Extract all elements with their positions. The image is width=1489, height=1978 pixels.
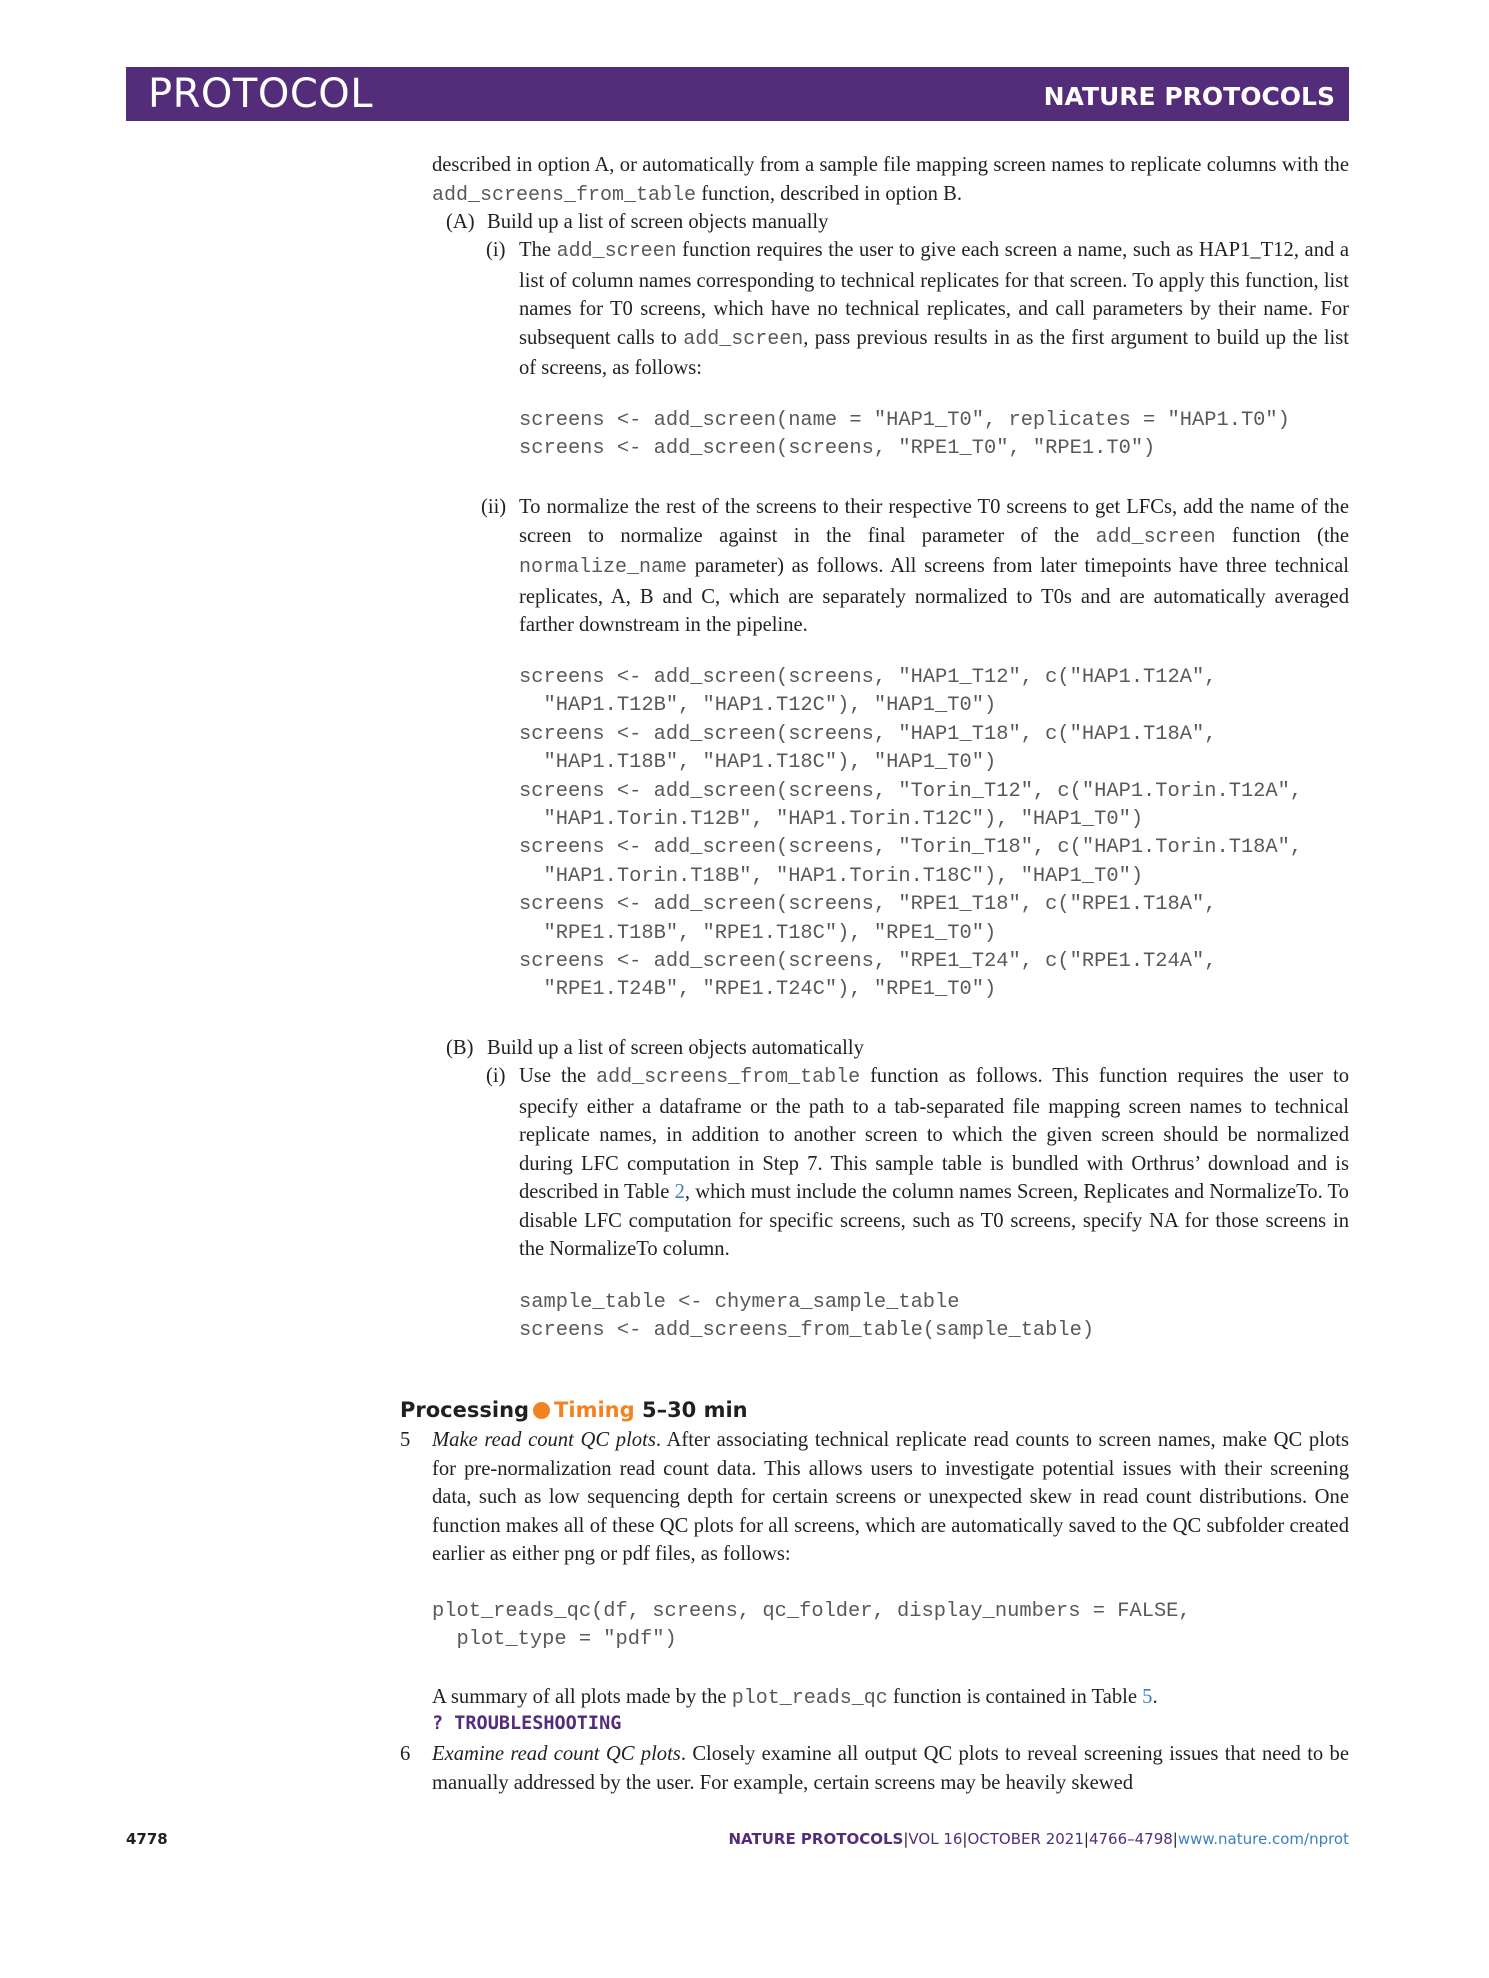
- option-a-label: (A): [446, 211, 475, 233]
- inline-code: add_screen: [556, 240, 677, 263]
- step-5-summary: A summary of all plots made by the plot_reads_qc function is contained in Table 5.: [432, 1686, 1158, 1710]
- inline-code: add_screens_from_table: [432, 183, 697, 207]
- step-title: Make read count QC plots: [432, 1429, 656, 1451]
- code-block-step-5: plot_reads_qc(df, screens, qc_folder, display_numbers = FALSE, plot_type = "pdf"): [432, 1600, 1191, 1652]
- code-block-a-ii: screens <- add_screen(screens, "HAP1_T12", c("HAP1.T12A", "HAP1.T12B", "HAP1.T12C"), "HAP1_T0") screens <- add_screen(screens, "HAP1_T18", c("HAP1.T18A", "HAP1.T18B", "HAP1.T18C"), "HAP1_T0") screens <- add_screen(screens, "Torin_T12", c("HAP1.Torin.T12A", "HAP1.Torin.T12B", "HAP1.Torin.T12C"), "HAP1_T0") screens <- add_screen(screens, "Torin_T18", c("HAP1.Torin.T18A", "HAP1.Torin.T18B", "HAP1.Torin.T18C"), "HAP1_T0") screens <- add_screen(screens, "RPE1_T18", c("RPE1.T18A", "RPE1.T18B", "RPE1.T18C"), "RPE1_T0") screens <- add_screen(screens, "RPE1_T24", c("RPE1.T24A", "RPE1.T24B", "RPE1.T24C"), "RPE1_T0"): [519, 666, 1303, 1002]
- timing-dot-icon: [533, 1402, 550, 1419]
- substep-label: (i): [486, 1065, 506, 1087]
- intro-paragraph: described in option A, or automatically from a sample file mapping screen names to replicate columns with the add_screens_from_table function, described in option B.: [432, 154, 1349, 207]
- substep-a-i-text: The add_screen function requires the user to give each screen a name, such as HAP1_T12, and a list of column names corresponding to technical replicates for that screen. To apply this function, list names for T0 screens, which have no technical replicates, and call parameters by their name. For subsequent calls to add_screen, pass previous results in as the first argument to build up the list of screens, as follows:: [519, 239, 1349, 379]
- option-a-title: Build up a list of screen objects manually: [487, 211, 829, 233]
- step-number: 5: [400, 1429, 411, 1451]
- inline-code: add_screen: [1095, 525, 1216, 549]
- footer-volume: VOL 16: [908, 1830, 963, 1848]
- timing-label: Timing: [554, 1398, 635, 1422]
- step-number: 6: [400, 1743, 411, 1765]
- step-6-text: Examine read count QC plots. Closely examine all output QC plots to reveal screening issues that need to be manually addressed by the user. For example, certain screens may be heavily skewed: [432, 1743, 1349, 1794]
- troubleshooting-link[interactable]: ? TROUBLESHOOTING: [432, 1713, 622, 1734]
- journal-name: NATURE PROTOCOLS: [1043, 81, 1335, 111]
- substep-label: (i): [486, 239, 506, 261]
- header-bar: [126, 67, 1349, 121]
- substep-b-i-text: Use the add_screens_from_table function as follows. This function requires the user to specify either a dataframe or the path to a tab-separated file mapping screen names to technical replicate names, in addition to another screen to which the given screen should be normalized during LFC computation in Step 7. This sample table is bundled with Orthrus’ download and is described in Table 2, which must include the column names Screen, Replicates and NormalizeTo. To disable LFC computation for specific screens, such as T0 screens, specify NA for those screens in the NormalizeTo column.: [519, 1065, 1350, 1260]
- substep-label: (ii): [481, 496, 507, 518]
- footer-pages: 4766–4798: [1088, 1830, 1173, 1848]
- table-link[interactable]: 2: [674, 1181, 685, 1203]
- footer-url[interactable]: www.nature.com/nprot: [1177, 1830, 1349, 1848]
- footer-citation: NATURE PROTOCOLS|VOL 16|OCTOBER 2021|4766–4798|www.nature.com/nprot: [728, 1830, 1349, 1848]
- option-b-label: (B): [446, 1037, 474, 1059]
- inline-code: plot_reads_qc: [731, 1687, 888, 1710]
- page-number: 4778: [126, 1830, 168, 1848]
- code-block-a-i: screens <- add_screen(name = "HAP1_T0", replicates = "HAP1.T0") screens <- add_screen(screens, "RPE1_T0", "RPE1.T0"): [519, 409, 1290, 461]
- inline-code: add_screen: [683, 327, 804, 351]
- substep-a-ii-text: To normalize the rest of the screens to their respective T0 screens to get LFCs, add the name of the screen to normalize against in the final parameter of the add_screen function (the normalize_name parameter) as follows. All screens from later timepoints have three technical replicates, A, B and C, which are separately normalized to T0s and are automatically averaged farther downstream in the pipeline.: [519, 496, 1349, 636]
- footer-journal: NATURE PROTOCOLS: [728, 1830, 904, 1848]
- timing-value: 5–30 min: [641, 1398, 748, 1422]
- inline-code: add_screens_from_table: [596, 1066, 861, 1089]
- step-title: Examine read count QC plots: [432, 1743, 681, 1765]
- footer-date: OCTOBER 2021: [967, 1830, 1084, 1848]
- processing-heading: Processing Timing 5–30 min: [400, 1398, 748, 1422]
- inline-code: normalize_name: [519, 556, 688, 579]
- table-link[interactable]: 5: [1142, 1686, 1153, 1708]
- step-5-text: Make read count QC plots. After associating technical replicate read counts to screen names, make QC plots for pre-normalization read count data. This allows users to investigate potential issues with their screening data, such as low sequencing depth for certain screens or unexpected skew in read count distributions. One function makes all of these QC plots for all screens, which are automatically saved to the QC subfolder created earlier as either png or pdf files, as follows:: [432, 1429, 1349, 1565]
- section-label: PROTOCOL: [148, 71, 374, 117]
- code-block-b-i: sample_table <- chymera_sample_table screens <- add_screens_from_table(sample_table): [519, 1291, 1095, 1343]
- option-b-title: Build up a list of screen objects automatically: [487, 1037, 864, 1059]
